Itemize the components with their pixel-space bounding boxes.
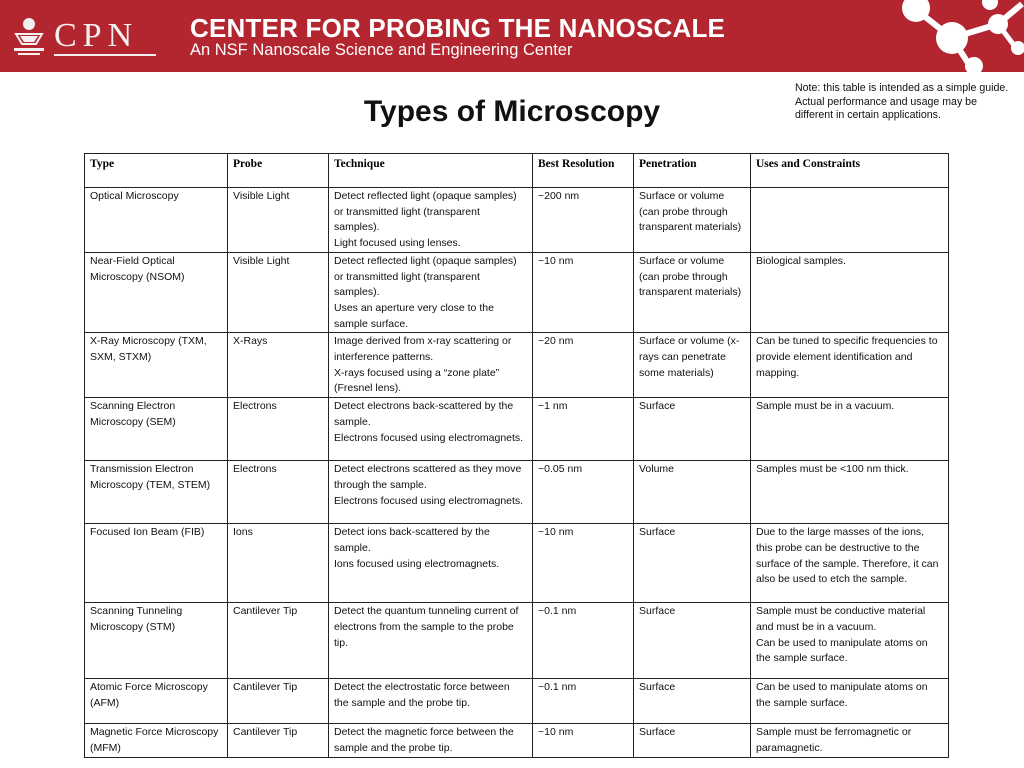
technique-line: Detect ions back-scattered by the sample. (334, 526, 490, 554)
uses-line: Sample must be in a vacuum. (756, 400, 895, 413)
cell-type: Magnetic Force Microscopy (MFM) (85, 724, 228, 757)
cell-uses (751, 724, 949, 757)
header-cell: Penetration (634, 154, 751, 188)
cell-technique (329, 398, 533, 461)
uses-line: Biological samples. (756, 254, 846, 267)
cell-probe: X-Rays (228, 333, 329, 398)
cell-probe: Cantilever Tip (228, 679, 329, 724)
technique-line: Detect the magnetic force between the sample and the probe tip. (334, 726, 514, 754)
cell-resolution: ~10 nm (533, 524, 634, 603)
technique-line: Detect the quantum tunneling current of electrons from the sample to the probe tip. (334, 605, 519, 649)
cell-penetration: Surface or volume (can probe through transparent materials) (634, 252, 751, 333)
cell-resolution: ~1 nm (533, 398, 634, 461)
table-header-row (85, 154, 949, 188)
cell-penetration: Surface (634, 679, 751, 724)
technique-line: Uses an aperture very close to the sample surface. (334, 301, 494, 330)
cell-uses (751, 252, 949, 333)
cell-penetration: Surface (634, 524, 751, 603)
table-row (85, 398, 949, 461)
cell-probe: Electrons (228, 461, 329, 524)
cell-penetration: Surface (634, 398, 751, 461)
molecule-icon (894, 0, 1024, 72)
cell-uses (751, 461, 949, 524)
cell-type: X-Ray Microscopy (TXM, SXM, STXM) (85, 333, 228, 398)
uses-line: Can be used to manipulate atoms on the sample surface. (756, 636, 928, 665)
center-title: CENTER FOR PROBING THE NANOSCALE (190, 13, 726, 43)
cell-resolution: ~0.1 nm (533, 679, 634, 724)
cell-resolution: ~0.05 nm (533, 461, 634, 524)
technique-line: X-rays focused using a “zone plate” (Fresnel lens). (334, 366, 500, 395)
technique-line: Detect reflected light (opaque samples) or transmitted light (transparent samples). (334, 190, 517, 234)
cell-probe: Cantilever Tip (228, 724, 329, 757)
uses-line: Can be tuned to specific frequencies to provide element identification and mapping. (756, 335, 938, 379)
cell-type: Optical Microscopy (85, 188, 228, 253)
cell-uses (751, 398, 949, 461)
header-cell: Technique (329, 154, 533, 188)
cell-technique (329, 252, 533, 333)
cell-uses (751, 188, 949, 253)
cell-uses (751, 603, 949, 679)
cell-probe: Visible Light (228, 252, 329, 333)
cell-resolution: ~10 nm (533, 724, 634, 757)
cell-technique (329, 679, 533, 724)
cell-technique (329, 333, 533, 398)
technique-line: Electrons focused using electromagnets. (334, 431, 524, 444)
cell-uses (751, 333, 949, 398)
technique-line: Ions focused using electromagnets. (334, 557, 500, 570)
header-cell: Type (85, 154, 228, 188)
uses-line: Sample must be conductive material and must be in a vacuum. (756, 605, 926, 633)
uses-line: Sample must be ferromagnetic or paramagnetic. (756, 726, 912, 754)
technique-line: Electrons focused using electromagnets. (334, 494, 524, 507)
table-row (85, 679, 949, 724)
cell-technique (329, 603, 533, 679)
cell-technique (329, 724, 533, 757)
table-row (85, 461, 949, 524)
header-cell: Uses and Constraints (751, 154, 949, 188)
cell-penetration: Surface (634, 724, 751, 757)
cell-resolution: ~0.1 nm (533, 603, 634, 679)
cell-penetration: Surface (634, 603, 751, 679)
technique-line: Detect the electrostatic force between the sample and the probe tip. (334, 681, 510, 709)
cell-type: Scanning Electron Microscopy (SEM) (85, 398, 228, 461)
table-row (85, 724, 949, 757)
cell-type: Atomic Force Microscopy (AFM) (85, 679, 228, 724)
technique-line: Light focused using lenses. (334, 237, 461, 250)
cell-uses (751, 524, 949, 603)
cell-type: Near-Field Optical Microscopy (NSOM) (85, 252, 228, 333)
cell-type: Focused Ion Beam (FIB) (85, 524, 228, 603)
header-cell: Probe (228, 154, 329, 188)
logo-text: CPN (54, 17, 139, 54)
cell-uses (751, 679, 949, 724)
cpn-logo (10, 10, 150, 60)
cell-technique (329, 524, 533, 603)
table-row (85, 188, 949, 253)
header-banner (0, 0, 1024, 72)
cell-probe: Electrons (228, 398, 329, 461)
cell-penetration: Surface or volume (x-rays can penetrate some materials) (634, 333, 751, 398)
uses-line: Due to the large masses of the ions, this probe can be destructive to the surface of the sample. Therefore, it can also be used to etch the sample. (756, 526, 939, 586)
table-row (85, 252, 949, 333)
microscope-icon (10, 10, 50, 60)
cell-type: Scanning Tunneling Microscopy (STM) (85, 603, 228, 679)
header-cell: Best Resolution (533, 154, 634, 188)
table-row (85, 333, 949, 398)
technique-line: Detect reflected light (opaque samples) or transmitted light (transparent samples). (334, 254, 517, 299)
cell-probe: Cantilever Tip (228, 603, 329, 679)
technique-line: Detect electrons back-scattered by the sample. (334, 400, 514, 428)
technique-line: Image derived from x-ray scattering or interference patterns. (334, 335, 512, 364)
cell-resolution: ~20 nm (533, 333, 634, 398)
center-subtitle: An NSF Nanoscale Science and Engineering Center (190, 41, 573, 59)
cell-penetration: Surface or volume (can probe through transparent materials) (634, 188, 751, 253)
cell-technique (329, 461, 533, 524)
cell-penetration: Volume (634, 461, 751, 524)
page-title: Types of Microscopy (363, 95, 661, 128)
table-row (85, 524, 949, 603)
table-row (85, 603, 949, 679)
cell-technique (329, 188, 533, 253)
cell-resolution: ~200 nm (533, 188, 634, 253)
cell-type: Transmission Electron Microscopy (TEM, STEM) (85, 461, 228, 524)
microscopy-table (84, 153, 949, 758)
uses-line: Samples must be <100 nm thick. (756, 463, 909, 476)
table-note: Note: this table is intended as a simple guide. Actual performance and usage may be different in certain applications. (795, 82, 1009, 121)
logo-underline (54, 54, 156, 56)
table-body (85, 188, 949, 758)
technique-line: Detect electrons scattered as they move through the sample. (334, 463, 522, 491)
uses-line: Can be used to manipulate atoms on the sample surface. (756, 681, 928, 709)
cell-probe: Ions (228, 524, 329, 603)
cell-resolution: ~10 nm (533, 252, 634, 333)
cell-probe: Visible Light (228, 188, 329, 253)
